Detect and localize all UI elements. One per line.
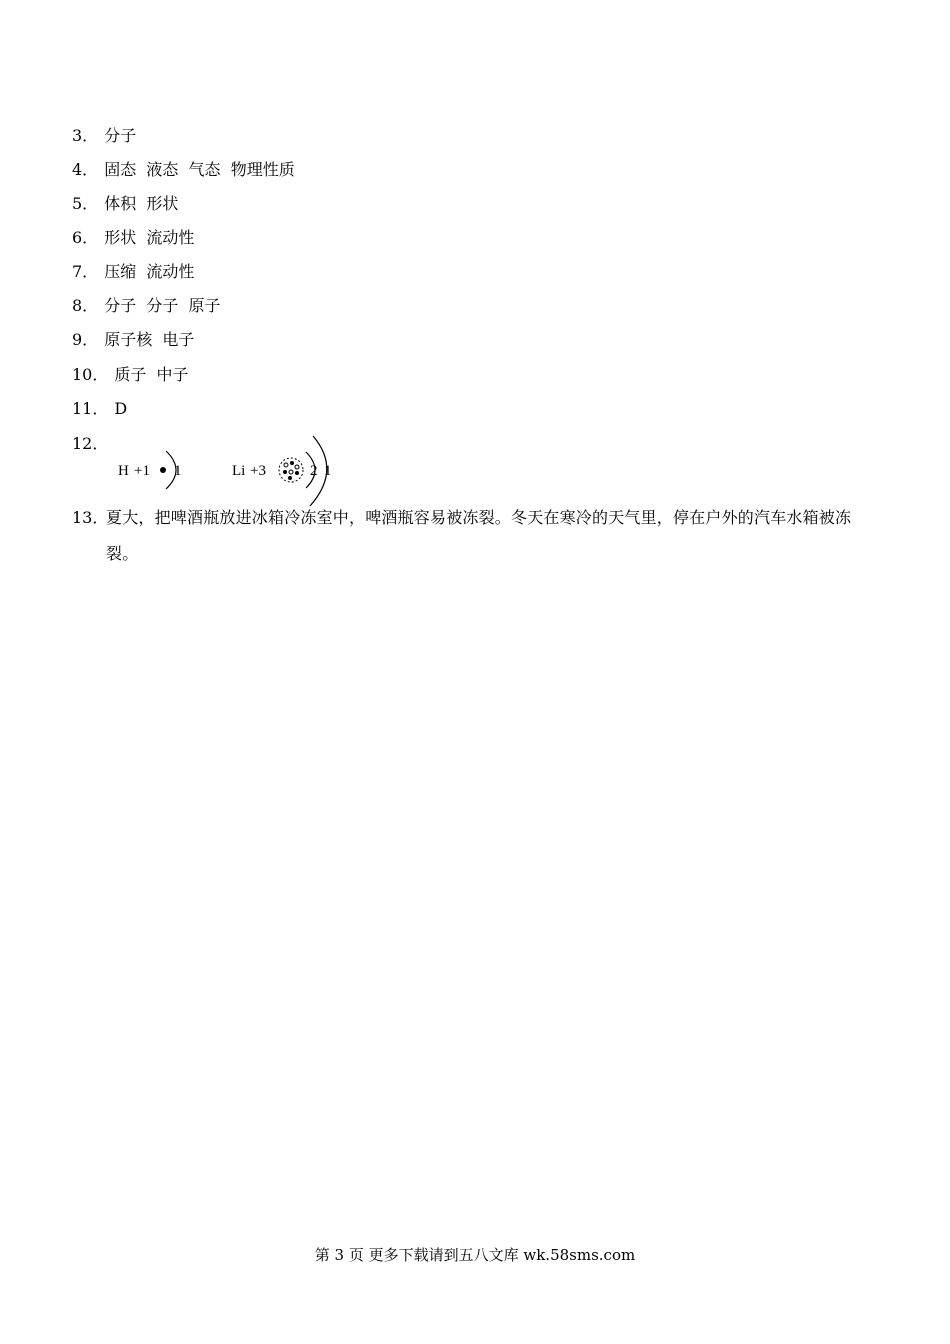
hydrogen-charge: +1 [134,463,150,479]
answer-number: 4． [72,160,99,179]
answer-4 [72,160,295,180]
answer-number: 7． [72,262,99,281]
hydrogen-nucleus [160,467,166,473]
lithium-atom-diagram [232,436,332,506]
answer-number: 3． [72,126,99,145]
page-footer: 第 3 页 更多下载请到五八文库 wk.58sms.com [314,1246,636,1264]
answer-number: 13． [72,508,109,527]
answer-text: 分子 分子 原子 [104,296,221,315]
answer-text: 体积 形状 [104,194,179,213]
atomic-structure-diagrams [110,430,370,510]
nucleon-dot [290,461,294,465]
nucleon-dot [295,471,299,475]
answer-10 [72,365,189,385]
lithium-charge: +3 [250,463,266,479]
atomic-structure-svg [110,430,370,510]
answer-number: 11． [72,399,109,418]
nucleon-dot [295,465,299,469]
answer-9 [72,330,194,350]
nucleon-dot [289,470,293,474]
nucleon-dot [283,470,287,474]
answer-12 [72,434,108,454]
answer-text: D [114,399,128,418]
nucleon-dot [284,463,288,467]
answer-number: 12． [72,434,109,453]
answer-text: 质子 中子 [114,365,189,384]
answer-number: 8． [72,296,99,315]
answer-3 [72,126,136,146]
answer-number: 6． [72,228,99,247]
answer-11 [72,399,127,419]
hydrogen-atom-diagram [118,451,182,489]
lithium-symbol: Li [232,463,246,479]
answer-text: 压缩 流动性 [104,262,195,281]
lithium-shell-2-count: 1 [324,463,332,479]
hydrogen-symbol: H [118,463,129,479]
answer-text: 夏大，把啤酒瓶放进冰箱冷冻室中，啤酒瓶容易被冻裂。冬天在寒冷的天气里，停在户外的汽车水箱被冻裂。 [106,508,852,563]
answer-text: 分子 [104,126,137,145]
answer-text: 形状 流动性 [104,228,195,247]
answer-7 [72,262,194,282]
answer-number: 5． [72,194,99,213]
answer-13 [72,500,882,572]
answer-8 [72,296,221,316]
lithium-shell-1-count: 2 [310,463,318,479]
answer-text: 固态 液态 气态 物理性质 [104,160,295,179]
hydrogen-shell-1-count: 1 [174,463,182,479]
answer-text: 原子核 电子 [104,330,195,349]
nucleon-dot [288,476,292,480]
answer-5 [72,194,178,214]
answer-number: 10． [72,365,109,384]
answer-number: 9． [72,330,99,349]
answer-6 [72,228,194,248]
